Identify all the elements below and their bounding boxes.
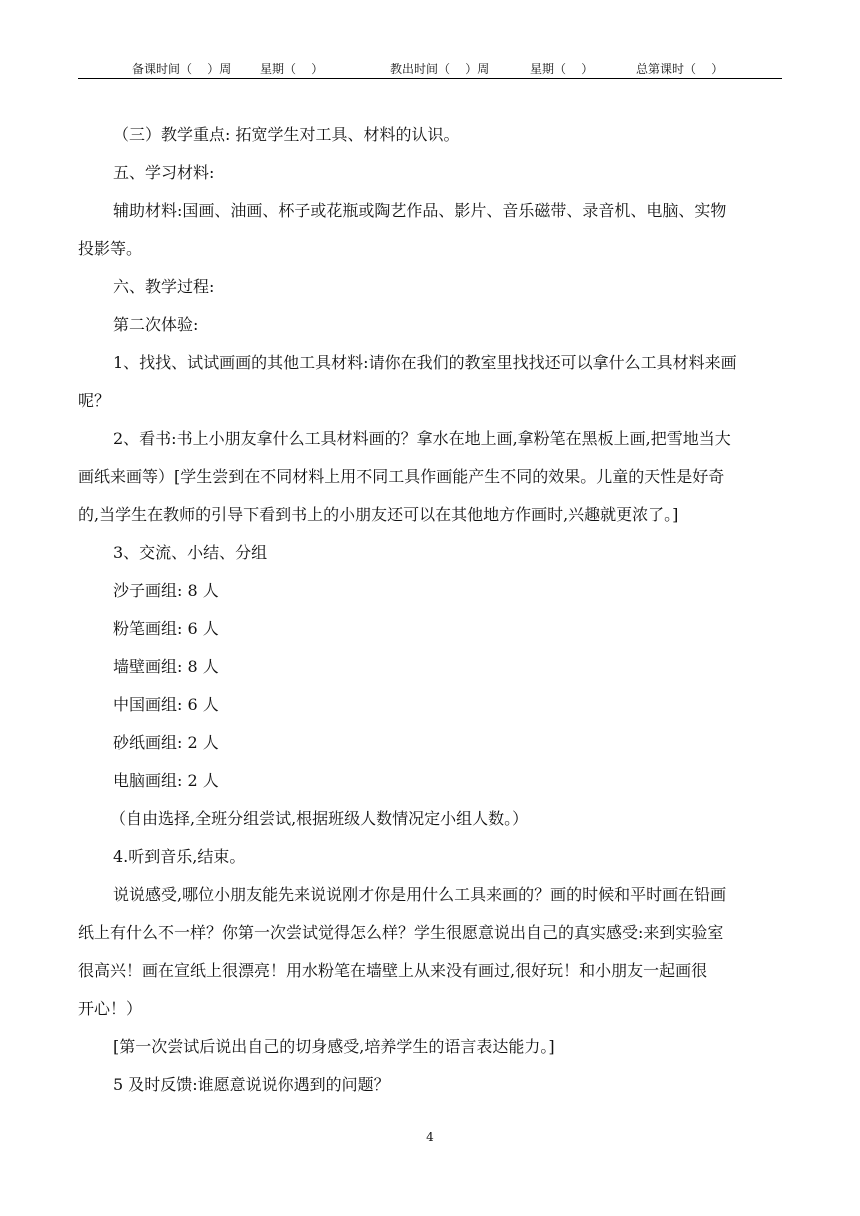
- materials-line-2: 投影等。: [78, 239, 143, 258]
- talk-line-2: 纸上有什么不一样？你第一次尝试觉得怎么样？学生很愿意说出自己的真实感受:来到实验室: [78, 923, 724, 942]
- page-number: 4: [426, 1130, 434, 1144]
- header-teach-weekday: 星期（ ）: [530, 62, 594, 76]
- talk-line-3: 很高兴！画在宣纸上很漂亮！用水粉笔在墙壁上从来没有画过,很好玩！和小朋友一起画很: [78, 961, 708, 980]
- second-experience: 第二次体验:: [113, 315, 199, 334]
- materials-line-1: 辅助材料:国画、油画、杯子或花瓶或陶艺作品、影片、音乐磁带、录音机、电脑、实物: [113, 201, 727, 220]
- talk-line-1: 说说感受,哪位小朋友能先来说说刚才你是用什么工具来画的？画的时候和平时画在铅画: [113, 885, 727, 904]
- reflection-note: [第一次尝试后说出自己的切身感受,培养学生的语言表达能力。]: [113, 1037, 555, 1056]
- header-teach-time: 教出时间（ ）周: [390, 62, 490, 76]
- page-header: [78, 62, 782, 79]
- group-chalk: 粉笔画组: 6 人: [113, 619, 219, 638]
- document-body: [78, 116, 782, 1104]
- talk-line-4: 开心！）: [78, 999, 143, 1018]
- step-4: 4.听到音乐,结束。: [113, 847, 246, 866]
- header-prep-time: 备课时间（ ）周: [132, 62, 232, 76]
- group-computer: 电脑画组: 2 人: [113, 771, 219, 790]
- free-choice-note: （自由选择,全班分组尝试,根据班级人数情况定小组人数。）: [110, 809, 529, 828]
- section-5-title: 五、学习材料:: [113, 163, 215, 182]
- group-wall: 墙壁画组: 8 人: [113, 657, 219, 676]
- teaching-focus: （三）教学重点: 拓宽学生对工具、材料的认识。: [113, 125, 460, 144]
- header-total-lesson: 总第课时（ ）: [636, 62, 724, 76]
- step-2-line-2: 画纸来画等）[学生尝到在不同材料上用不同工具作画能产生不同的效果。儿童的天性是好奇: [78, 467, 725, 486]
- step-3: 3、交流、小结、分组: [113, 543, 268, 562]
- group-sand: 沙子画组: 8 人: [113, 581, 219, 600]
- step-1-line-1: 1、找找、试试画画的其他工具材料:请你在我们的教室里找找还可以拿什么工具材料来画: [113, 353, 737, 372]
- step-2-line-1: 2、看书:书上小朋友拿什么工具材料画的？拿水在地上画,拿粉笔在黑板上画,把雪地当大: [113, 429, 731, 448]
- group-sandpaper: 砂纸画组: 2 人: [113, 733, 219, 752]
- step-1-line-2: 呢？: [78, 391, 111, 410]
- header-prep-weekday: 星期（ ）: [260, 62, 324, 76]
- group-chinese-painting: 中国画组: 6 人: [113, 695, 219, 714]
- section-6-title: 六、教学过程:: [113, 277, 215, 296]
- step-2-line-3: 的,当学生在教师的引导下看到书上的小朋友还可以在其他地方作画时,兴趣就更浓了。]: [78, 505, 679, 524]
- step-5: 5 及时反馈:谁愿意说说你遇到的问题？: [113, 1075, 390, 1094]
